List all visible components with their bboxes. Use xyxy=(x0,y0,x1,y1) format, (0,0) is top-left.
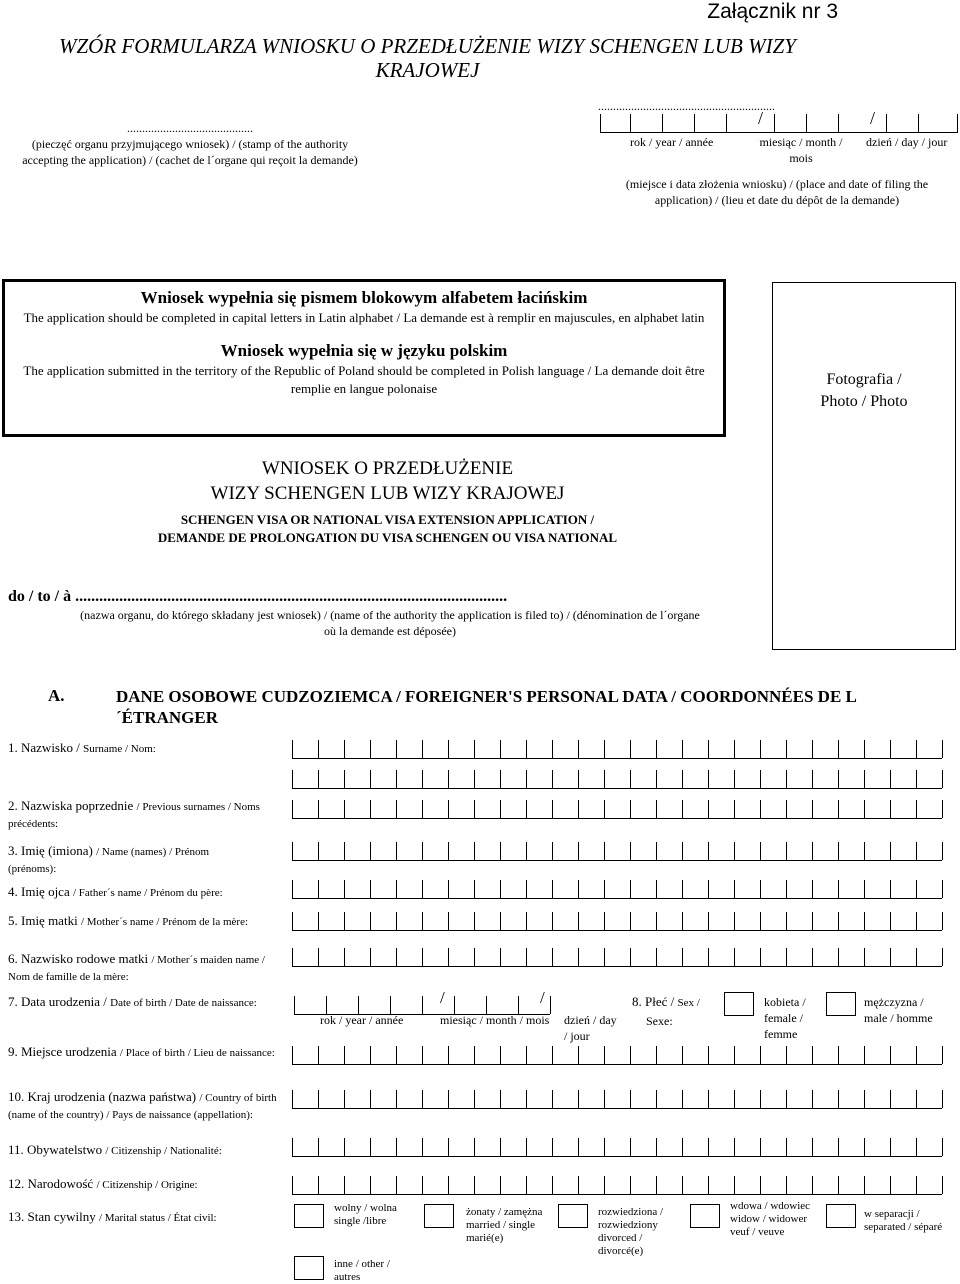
label-mother-maiden-name: 6. Nazwisko rodowe matki / Mother´s maiden name / Nom de famille de la mère: xyxy=(8,951,265,983)
male-checkbox[interactable] xyxy=(826,992,856,1016)
label-birth-country: 10. Kraj urodzenia (nazwa państwa) / Country of birth (name of the country) / Pays de naissance (appellation): xyxy=(8,1089,277,1121)
date-baseline xyxy=(600,114,958,133)
names-row[interactable] xyxy=(292,842,942,861)
female-checkbox[interactable] xyxy=(724,992,754,1016)
section-title: DANE OSOBOWE CUDZOZIEMCA / FOREIGNER'S PERSONAL DATA / COORDONNÉES DE L´ÉTRANGER xyxy=(116,687,857,727)
authority-field[interactable]: do / to / à ............................................................................................................ xyxy=(8,588,508,605)
married-checkbox[interactable] xyxy=(424,1204,454,1228)
single-label: wolny / wolna single /libre xyxy=(334,1202,397,1227)
birth-place-row[interactable] xyxy=(292,1046,942,1065)
male-label: mężczyzna / male / homme xyxy=(864,995,933,1025)
date-dots: ........................................................... xyxy=(598,99,775,113)
place-date-label: (miejsce i data złożenia wniosku) / (place and date of filing the application) / (lieu et date du dépôt de la demande) xyxy=(625,177,929,207)
birth-year-label: rok / year / année xyxy=(320,1013,404,1027)
main-title-line-1: WNIOSEK O PRZEDŁUŻENIE xyxy=(261,458,514,479)
form-title: WZÓR FORMULARZA WNIOSKU O PRZEDŁUŻENIE WIZY SCHENGEN LUB WIZY KRAJOWEJ xyxy=(59,34,796,82)
instructions-text-1: The application should be completed in capital letters in Latin alphabet / La demande est à remplir en majuscules, en alphabet latin xyxy=(23,310,705,325)
nationality-row[interactable] xyxy=(292,1176,942,1195)
separated-label: w separacji / separated / séparé xyxy=(864,1208,943,1233)
widow-checkbox[interactable] xyxy=(690,1204,720,1228)
instructions-box xyxy=(2,279,726,437)
other-checkbox[interactable] xyxy=(294,1256,324,1280)
stamp-area xyxy=(10,120,370,168)
label-sex-fr: Sexe: xyxy=(646,1014,673,1028)
date-year-label: rok / year / année xyxy=(630,135,714,149)
surname-row-1[interactable] xyxy=(292,740,942,759)
divorced-label: rozwiedziona / rozwiedziony divorced / divorcé(e) xyxy=(598,1206,664,1257)
birth-date-slash-1: / xyxy=(440,988,445,1007)
married-label: żonaty / zamężna married / single marié(e) xyxy=(466,1206,543,1244)
label-names: 3. Imię (imiona) / Name (names) / Prénom (prénoms): xyxy=(8,843,210,875)
stamp-dots: .......................................... xyxy=(127,121,253,135)
birth-day-label: dzień / day / jour xyxy=(564,1013,617,1043)
previous-surnames-row[interactable] xyxy=(292,800,942,819)
label-citizenship: 11. Obywatelstwo / Citizenship / Nationalité: xyxy=(8,1142,222,1157)
date-day-label: dzień / day / jour xyxy=(866,135,948,149)
mother-name-row[interactable] xyxy=(292,912,942,931)
date-slash-1: / xyxy=(758,108,764,128)
father-name-row[interactable] xyxy=(292,880,942,899)
sub-title-line-2: DEMANDE DE PROLONGATION DU VISA SCHENGEN OU VISA NATIONAL xyxy=(157,530,618,545)
female-label: kobieta / female / femme xyxy=(764,995,806,1041)
instructions-heading-2: Wniosek wypełnia się w języku polskim xyxy=(220,341,508,360)
label-birth-date: 7. Data urodzenia / Date of birth / Date de naissance: xyxy=(8,994,257,1009)
sub-title-line-1: SCHENGEN VISA OR NATIONAL VISA EXTENSION APPLICATION / xyxy=(180,512,595,527)
authority-caption: (nazwa organu, do którego składany jest wniosek) / (name of the authority the application is filed to) / (dénomination de l´organe où la demande est déposée) xyxy=(80,608,700,638)
other-label: inne / other / autres xyxy=(334,1258,390,1283)
label-birth-place: 9. Miejsce urodzenia / Place of birth / Lieu de naissance: xyxy=(8,1044,275,1059)
label-mother-name: 5. Imię matki / Mother´s name / Prénom de la mère: xyxy=(8,913,249,928)
sub-title xyxy=(0,511,775,547)
label-nationality: 12. Narodowość / Citizenship / Origine: xyxy=(8,1176,198,1191)
photo-label: Fotografia / Photo / Photo xyxy=(820,371,908,410)
date-month-label: miesiąc / month / mois xyxy=(759,135,843,165)
birth-date-slash-2: / xyxy=(540,988,545,1007)
citizenship-row[interactable] xyxy=(292,1138,942,1157)
label-surname: 1. Nazwisko / Surname / Nom: xyxy=(8,740,156,755)
mother-maiden-name-row[interactable] xyxy=(292,948,942,967)
main-title-line-2: WIZY SCHENGEN LUB WIZY KRAJOWEJ xyxy=(210,483,565,504)
divorced-checkbox[interactable] xyxy=(558,1204,588,1228)
birth-month-label: miesiąc / month / mois xyxy=(440,1013,550,1027)
label-marital-status: 13. Stan cywilny / Marital status / État civil: xyxy=(8,1209,217,1224)
label-father-name: 4. Imię ojca / Father´s name / Prénom du père: xyxy=(8,884,223,899)
instructions-text-2: The application submitted in the territory of the Republic of Poland should be completed in Polish language / La demande doit être remplie en langue polonaise xyxy=(23,363,705,396)
label-previous-surnames: 2. Nazwiska poprzednie / Previous surnames / Noms précédents: xyxy=(8,798,260,830)
surname-row-2[interactable] xyxy=(292,770,942,789)
widow-label: wdowa / wdowiec widow / widower veuf / veuve xyxy=(730,1200,811,1238)
main-title xyxy=(0,456,775,506)
label-sex: 8. Płeć / Sex / xyxy=(632,994,700,1009)
date-slash-2: / xyxy=(870,108,876,128)
stamp-label: (pieczęć organu przyjmującego wniosek) / (stamp of the authority accepting the application) / (cachet de l´organe qui reçoit la demande) xyxy=(22,137,358,167)
birth-country-row[interactable] xyxy=(292,1090,942,1109)
instructions-heading-1: Wniosek wypełnia się pismem blokowym alfabetem łacińskim xyxy=(140,288,588,307)
single-checkbox[interactable] xyxy=(294,1204,324,1228)
section-letter: A. xyxy=(48,686,65,705)
separated-checkbox[interactable] xyxy=(826,1204,856,1228)
photo-box[interactable] xyxy=(772,282,956,650)
annex-label: Załącznik nr 3 xyxy=(707,0,838,23)
